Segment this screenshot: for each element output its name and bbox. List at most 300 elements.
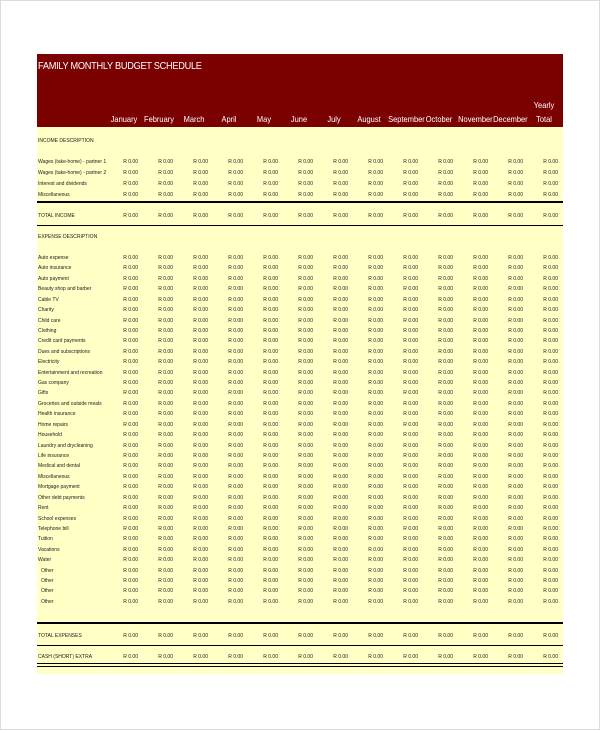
- other-row-cell: R 0.00: [333, 567, 348, 574]
- expense-row-cell: R 0.00: [263, 286, 278, 293]
- other-row-cell: R 0.00: [228, 598, 243, 605]
- other-row-cell: R 0.00: [438, 598, 453, 605]
- expense-row-cell: R 0.00: [403, 411, 418, 418]
- cash-extra-cell: R 0.00: [158, 654, 173, 660]
- expense-row-label: Auto payment: [38, 275, 69, 282]
- expense-row-cell: R 0.00: [228, 400, 243, 407]
- month-header: October: [425, 114, 453, 124]
- expense-row-cell: R 0.00: [158, 369, 173, 376]
- expense-row-cell: R 0.00: [438, 296, 453, 303]
- income-row-cell: R 0.00: [298, 159, 313, 165]
- expense-row-cell: R 0.00: [298, 452, 313, 459]
- expense-row-cell: R 0.00: [123, 494, 138, 501]
- expense-row-label: Entertainment and recreation: [38, 369, 103, 376]
- expense-row-cell: R 0.00: [543, 515, 558, 522]
- expense-row-cell: R 0.00: [193, 442, 208, 449]
- expense-row-cell: R 0.00: [158, 432, 173, 439]
- expense-row-cell: R 0.00: [543, 380, 558, 387]
- expense-row-cell: R 0.00: [123, 452, 138, 459]
- expense-row-cell: R 0.00: [123, 327, 138, 334]
- expense-row-label: Auto insurance: [38, 265, 72, 272]
- total-expenses-cell: R 0.00: [473, 633, 488, 639]
- income-row-cell: R 0.00: [298, 192, 313, 198]
- expense-row-cell: R 0.00: [193, 432, 208, 439]
- expense-row-cell: R 0.00: [228, 463, 243, 470]
- other-row-cell: R 0.00: [543, 567, 558, 574]
- income-row-cell: R 0.00: [473, 192, 488, 198]
- other-row-cell: R 0.00: [263, 578, 278, 585]
- expense-row-cell: R 0.00: [333, 505, 348, 512]
- expense-row-cell: R 0.00: [158, 348, 173, 355]
- expense-row-cell: R 0.00: [263, 296, 278, 303]
- other-row-cell: R 0.00: [473, 578, 488, 585]
- expense-row-cell: R 0.00: [403, 546, 418, 553]
- expense-row-cell: R 0.00: [298, 296, 313, 303]
- income-row-cell: R 0.00: [333, 170, 348, 176]
- expense-row-cell: R 0.00: [123, 369, 138, 376]
- income-row-cell: R 0.00: [403, 170, 418, 176]
- expense-row-cell: R 0.00: [298, 400, 313, 407]
- expense-row-cell: R 0.00: [403, 265, 418, 272]
- expense-row-cell: R 0.00: [438, 411, 453, 418]
- expense-row-cell: R 0.00: [508, 421, 523, 428]
- expense-row-label: Mortgage payment: [38, 484, 80, 491]
- expense-row-label: Electricity: [38, 359, 60, 366]
- expense-row-cell: R 0.00: [298, 515, 313, 522]
- expense-row-cell: R 0.00: [368, 327, 383, 334]
- income-row-cell: R 0.00: [473, 181, 488, 187]
- other-row-cell: R 0.00: [403, 588, 418, 595]
- expense-row-cell: R 0.00: [473, 275, 488, 282]
- expense-row-cell: R 0.00: [403, 432, 418, 439]
- income-row-label: Miscellaneous: [38, 192, 70, 198]
- expense-row-cell: R 0.00: [403, 505, 418, 512]
- other-row-cell: R 0.00: [193, 598, 208, 605]
- expense-row-cell: R 0.00: [438, 525, 453, 532]
- expense-row-label: Vacations: [38, 546, 60, 553]
- expense-row-cell: R 0.00: [193, 505, 208, 512]
- expense-row-cell: R 0.00: [193, 265, 208, 272]
- cash-extra-cell: R 0.00: [473, 654, 488, 660]
- total-income-cell: R 0.00: [508, 213, 523, 219]
- expense-row-cell: R 0.00: [263, 525, 278, 532]
- expense-section-heading: EXPENSE DESCRIPTION: [38, 234, 98, 240]
- expense-row-cell: R 0.00: [298, 411, 313, 418]
- expense-row-cell: R 0.00: [333, 536, 348, 543]
- cash-extra-cell: R 0.00: [298, 654, 313, 660]
- income-row-cell: R 0.00: [123, 181, 138, 187]
- expense-row-cell: R 0.00: [228, 494, 243, 501]
- expense-row-cell: R 0.00: [403, 452, 418, 459]
- expense-row-cell: R 0.00: [158, 359, 173, 366]
- income-row-cell: R 0.00: [473, 170, 488, 176]
- divider-line: [37, 663, 563, 667]
- total-expenses-cell: R 0.00: [158, 633, 173, 639]
- expense-row-label: Gas company: [38, 380, 69, 387]
- expense-row-cell: R 0.00: [158, 463, 173, 470]
- total-expenses-cell: R 0.00: [438, 633, 453, 639]
- income-row-cell: R 0.00: [508, 181, 523, 187]
- expense-row-cell: R 0.00: [543, 442, 558, 449]
- expense-row-cell: R 0.00: [263, 338, 278, 345]
- expense-row-cell: R 0.00: [333, 265, 348, 272]
- total-expenses-cell: R 0.00: [263, 633, 278, 639]
- expense-row-cell: R 0.00: [333, 327, 348, 334]
- total-expenses-cell: R 0.00: [333, 633, 348, 639]
- expense-row-cell: R 0.00: [473, 327, 488, 334]
- other-row-cell: R 0.00: [228, 567, 243, 574]
- expense-row-cell: R 0.00: [123, 432, 138, 439]
- expense-row-cell: R 0.00: [193, 307, 208, 314]
- expense-row-cell: R 0.00: [438, 546, 453, 553]
- other-row-cell: R 0.00: [403, 578, 418, 585]
- expense-row-cell: R 0.00: [508, 359, 523, 366]
- other-row-cell: R 0.00: [228, 578, 243, 585]
- expense-row-cell: R 0.00: [158, 494, 173, 501]
- expense-row-cell: R 0.00: [543, 286, 558, 293]
- expense-row-label: Cable TV: [38, 296, 59, 303]
- expense-row-cell: R 0.00: [298, 505, 313, 512]
- expense-row-cell: R 0.00: [508, 494, 523, 501]
- expense-row-cell: R 0.00: [543, 307, 558, 314]
- income-row-cell: R 0.00: [263, 192, 278, 198]
- expense-row-cell: R 0.00: [298, 421, 313, 428]
- expense-row-cell: R 0.00: [508, 515, 523, 522]
- expense-row-cell: R 0.00: [123, 505, 138, 512]
- expense-row-cell: R 0.00: [438, 515, 453, 522]
- expense-row-cell: R 0.00: [508, 473, 523, 480]
- total-income-cell: R 0.00: [228, 213, 243, 219]
- expense-row-cell: R 0.00: [473, 432, 488, 439]
- expense-row-cell: R 0.00: [263, 505, 278, 512]
- other-row-cell: R 0.00: [403, 567, 418, 574]
- expense-row-cell: R 0.00: [508, 546, 523, 553]
- expense-row-cell: R 0.00: [123, 390, 138, 397]
- income-row-cell: R 0.00: [543, 170, 558, 176]
- expense-row-cell: R 0.00: [193, 421, 208, 428]
- income-row-cell: R 0.00: [193, 192, 208, 198]
- expense-row-cell: R 0.00: [123, 265, 138, 272]
- other-row-cell: R 0.00: [438, 567, 453, 574]
- expense-row-cell: R 0.00: [368, 484, 383, 491]
- income-row-cell: R 0.00: [403, 159, 418, 165]
- expense-row-cell: R 0.00: [158, 557, 173, 564]
- expense-row-cell: R 0.00: [473, 515, 488, 522]
- expense-row-cell: R 0.00: [123, 296, 138, 303]
- expense-row-cell: R 0.00: [158, 380, 173, 387]
- expense-row-cell: R 0.00: [403, 317, 418, 324]
- expense-row-cell: R 0.00: [543, 390, 558, 397]
- expense-row-cell: R 0.00: [193, 275, 208, 282]
- divider-line: [37, 225, 563, 226]
- expense-row-cell: R 0.00: [403, 348, 418, 355]
- expense-row-cell: R 0.00: [263, 546, 278, 553]
- expense-row-cell: R 0.00: [228, 296, 243, 303]
- expense-row-cell: R 0.00: [333, 296, 348, 303]
- expense-row-cell: R 0.00: [438, 452, 453, 459]
- expense-row-cell: R 0.00: [403, 359, 418, 366]
- expense-row-cell: R 0.00: [543, 484, 558, 491]
- expense-row-cell: R 0.00: [298, 359, 313, 366]
- expense-row-cell: R 0.00: [368, 411, 383, 418]
- expense-row-cell: R 0.00: [333, 432, 348, 439]
- income-row-cell: R 0.00: [368, 159, 383, 165]
- expense-row-label: Charity: [38, 307, 54, 314]
- expense-row-label: Rent: [38, 505, 49, 512]
- expense-row-cell: R 0.00: [228, 307, 243, 314]
- expense-row-cell: R 0.00: [193, 348, 208, 355]
- expense-row-cell: R 0.00: [473, 255, 488, 261]
- expense-row-cell: R 0.00: [193, 390, 208, 397]
- month-header: March: [183, 114, 205, 124]
- expense-row-cell: R 0.00: [123, 525, 138, 532]
- expense-row-cell: R 0.00: [158, 421, 173, 428]
- total-expenses-cell: R 0.00: [543, 633, 558, 639]
- expense-row-cell: R 0.00: [123, 255, 138, 261]
- income-row-cell: R 0.00: [123, 170, 138, 176]
- income-row-label: Wages (take-home) - partner 1: [38, 159, 107, 165]
- expense-row-cell: R 0.00: [298, 432, 313, 439]
- expense-row-cell: R 0.00: [473, 484, 488, 491]
- month-header: February: [144, 114, 174, 124]
- expense-row-cell: R 0.00: [438, 265, 453, 272]
- expense-row-cell: R 0.00: [403, 286, 418, 293]
- cash-extra-cell: R 0.00: [263, 654, 278, 660]
- income-row-cell: R 0.00: [543, 181, 558, 187]
- expense-row-cell: R 0.00: [508, 390, 523, 397]
- expense-row-cell: R 0.00: [438, 380, 453, 387]
- expense-row-cell: R 0.00: [368, 525, 383, 532]
- other-row-cell: R 0.00: [333, 598, 348, 605]
- total-expenses-cell: R 0.00: [298, 633, 313, 639]
- expense-row-cell: R 0.00: [438, 473, 453, 480]
- expense-row-cell: R 0.00: [508, 275, 523, 282]
- expense-row-cell: R 0.00: [333, 275, 348, 282]
- expense-row-cell: R 0.00: [263, 369, 278, 376]
- expense-row-cell: R 0.00: [228, 380, 243, 387]
- expense-row-cell: R 0.00: [368, 463, 383, 470]
- expense-row-cell: R 0.00: [543, 338, 558, 345]
- income-row-cell: R 0.00: [298, 170, 313, 176]
- expense-row-cell: R 0.00: [298, 557, 313, 564]
- expense-row-cell: R 0.00: [438, 307, 453, 314]
- other-row-cell: R 0.00: [403, 598, 418, 605]
- expense-row-cell: R 0.00: [543, 255, 558, 261]
- total-income-cell: R 0.00: [438, 213, 453, 219]
- expense-row-cell: R 0.00: [123, 400, 138, 407]
- expense-row-cell: R 0.00: [543, 525, 558, 532]
- expense-row-cell: R 0.00: [333, 442, 348, 449]
- expense-row-cell: R 0.00: [508, 463, 523, 470]
- expense-row-cell: R 0.00: [508, 307, 523, 314]
- expense-row-cell: R 0.00: [368, 286, 383, 293]
- expense-row-cell: R 0.00: [473, 390, 488, 397]
- expense-row-cell: R 0.00: [368, 400, 383, 407]
- expense-row-cell: R 0.00: [193, 494, 208, 501]
- expense-row-cell: R 0.00: [368, 421, 383, 428]
- cash-extra-cell: R 0.00: [438, 654, 453, 660]
- expense-row-cell: R 0.00: [333, 390, 348, 397]
- expense-row-cell: R 0.00: [158, 505, 173, 512]
- expense-row-cell: R 0.00: [473, 338, 488, 345]
- expense-row-cell: R 0.00: [228, 452, 243, 459]
- income-row-cell: R 0.00: [438, 192, 453, 198]
- expense-row-cell: R 0.00: [263, 536, 278, 543]
- expense-row-label: Laundry and drycleaning: [38, 442, 93, 449]
- total-expenses-cell: R 0.00: [403, 633, 418, 639]
- expense-row-cell: R 0.00: [333, 338, 348, 345]
- expense-row-cell: R 0.00: [333, 348, 348, 355]
- total-income-cell: R 0.00: [158, 213, 173, 219]
- expense-row-cell: R 0.00: [193, 286, 208, 293]
- cash-extra-cell: R 0.00: [228, 654, 243, 660]
- expense-row-cell: R 0.00: [368, 380, 383, 387]
- total-income-cell: R 0.00: [543, 213, 558, 219]
- expense-row-cell: R 0.00: [508, 442, 523, 449]
- expense-row-cell: R 0.00: [123, 317, 138, 324]
- expense-row-cell: R 0.00: [228, 369, 243, 376]
- expense-row-cell: R 0.00: [368, 359, 383, 366]
- expense-row-cell: R 0.00: [543, 327, 558, 334]
- expense-row-cell: R 0.00: [263, 400, 278, 407]
- other-row-cell: R 0.00: [123, 567, 138, 574]
- expense-row-cell: R 0.00: [368, 505, 383, 512]
- total-income-cell: R 0.00: [193, 213, 208, 219]
- expense-row-cell: R 0.00: [193, 525, 208, 532]
- income-row-cell: R 0.00: [228, 170, 243, 176]
- expense-row-cell: R 0.00: [193, 327, 208, 334]
- expense-row-cell: R 0.00: [508, 400, 523, 407]
- expense-row-cell: R 0.00: [543, 359, 558, 366]
- expense-row-cell: R 0.00: [298, 286, 313, 293]
- expense-row-cell: R 0.00: [193, 400, 208, 407]
- expense-row-cell: R 0.00: [543, 369, 558, 376]
- total-income-cell: R 0.00: [263, 213, 278, 219]
- expense-row-cell: R 0.00: [228, 484, 243, 491]
- cash-extra-cell: R 0.00: [193, 654, 208, 660]
- income-row-cell: R 0.00: [333, 181, 348, 187]
- expense-row-cell: R 0.00: [263, 463, 278, 470]
- expense-row-cell: R 0.00: [263, 307, 278, 314]
- expense-row-cell: R 0.00: [228, 421, 243, 428]
- expense-row-cell: R 0.00: [298, 275, 313, 282]
- cash-extra-cell: R 0.00: [368, 654, 383, 660]
- expense-row-cell: R 0.00: [193, 557, 208, 564]
- expense-row-cell: R 0.00: [263, 265, 278, 272]
- expense-row-cell: R 0.00: [123, 359, 138, 366]
- other-row-cell: R 0.00: [368, 567, 383, 574]
- income-row-cell: R 0.00: [263, 170, 278, 176]
- expense-row-cell: R 0.00: [368, 348, 383, 355]
- income-row-cell: R 0.00: [438, 159, 453, 165]
- expense-row-cell: R 0.00: [263, 275, 278, 282]
- other-row-cell: R 0.00: [193, 578, 208, 585]
- expense-row-cell: R 0.00: [508, 317, 523, 324]
- expense-row-cell: R 0.00: [438, 421, 453, 428]
- other-row-cell: R 0.00: [123, 598, 138, 605]
- other-row-cell: R 0.00: [508, 567, 523, 574]
- expense-row-label: Life insurance: [38, 452, 70, 459]
- expense-row-cell: R 0.00: [193, 515, 208, 522]
- expense-row-cell: R 0.00: [438, 327, 453, 334]
- expense-row-cell: R 0.00: [508, 505, 523, 512]
- other-row-cell: R 0.00: [368, 598, 383, 605]
- expense-row-label: Auto expense: [38, 255, 69, 261]
- expense-row-cell: R 0.00: [298, 380, 313, 387]
- expense-row-cell: R 0.00: [543, 275, 558, 282]
- total-income-cell: R 0.00: [403, 213, 418, 219]
- expense-row-cell: R 0.00: [438, 442, 453, 449]
- expense-row-cell: R 0.00: [508, 255, 523, 261]
- expense-row-cell: R 0.00: [298, 473, 313, 480]
- expense-row-cell: R 0.00: [193, 296, 208, 303]
- other-row-cell: R 0.00: [473, 598, 488, 605]
- month-header: January: [110, 114, 138, 124]
- expense-row-cell: R 0.00: [333, 484, 348, 491]
- income-row-cell: R 0.00: [263, 159, 278, 165]
- expense-row-cell: R 0.00: [123, 275, 138, 282]
- expense-row-cell: R 0.00: [123, 421, 138, 428]
- expense-row-label: Medical and dental: [38, 463, 80, 470]
- expense-row-cell: R 0.00: [473, 505, 488, 512]
- expense-row-cell: R 0.00: [368, 432, 383, 439]
- yearly-header-top: Yearly: [533, 100, 555, 110]
- other-row-cell: R 0.00: [158, 598, 173, 605]
- expense-row-cell: R 0.00: [193, 255, 208, 261]
- income-row-label: Interest and dividends: [38, 181, 87, 187]
- expense-row-cell: R 0.00: [263, 390, 278, 397]
- income-row-cell: R 0.00: [438, 181, 453, 187]
- expense-row-cell: R 0.00: [193, 380, 208, 387]
- total-expenses-label: TOTAL EXPENSES: [38, 633, 82, 639]
- expense-row-cell: R 0.00: [158, 525, 173, 532]
- income-row-cell: R 0.00: [368, 192, 383, 198]
- expense-row-cell: R 0.00: [158, 255, 173, 261]
- other-row-cell: R 0.00: [508, 578, 523, 585]
- month-header: May: [256, 114, 272, 124]
- total-expenses-cell: R 0.00: [123, 633, 138, 639]
- expense-row-cell: R 0.00: [543, 452, 558, 459]
- expense-row-cell: R 0.00: [543, 265, 558, 272]
- other-row-cell: R 0.00: [123, 578, 138, 585]
- income-row-label: Wages (take-home) - partner 2: [38, 170, 107, 176]
- expense-row-cell: R 0.00: [438, 557, 453, 564]
- income-row-cell: R 0.00: [228, 181, 243, 187]
- page-title: FAMILY MONTHLY BUDGET SCHEDULE: [38, 61, 202, 72]
- total-income-cell: R 0.00: [123, 213, 138, 219]
- expense-row-cell: R 0.00: [333, 411, 348, 418]
- income-row-cell: R 0.00: [508, 192, 523, 198]
- expense-row-cell: R 0.00: [543, 494, 558, 501]
- expense-row-cell: R 0.00: [123, 515, 138, 522]
- expense-row-cell: R 0.00: [333, 255, 348, 261]
- expense-row-cell: R 0.00: [263, 359, 278, 366]
- expense-row-cell: R 0.00: [193, 411, 208, 418]
- expense-row-cell: R 0.00: [158, 452, 173, 459]
- expense-row-cell: R 0.00: [368, 390, 383, 397]
- expense-row-label: Dues and subscriptions: [38, 348, 90, 355]
- expense-row-label: Household: [38, 432, 62, 439]
- month-header: April: [221, 114, 237, 124]
- cash-extra-cell: R 0.00: [123, 654, 138, 660]
- expense-row-cell: R 0.00: [193, 452, 208, 459]
- expense-row-cell: R 0.00: [368, 265, 383, 272]
- expense-row-cell: R 0.00: [123, 484, 138, 491]
- expense-row-cell: R 0.00: [193, 536, 208, 543]
- expense-row-cell: R 0.00: [193, 338, 208, 345]
- expense-row-cell: R 0.00: [123, 307, 138, 314]
- expense-row-cell: R 0.00: [228, 265, 243, 272]
